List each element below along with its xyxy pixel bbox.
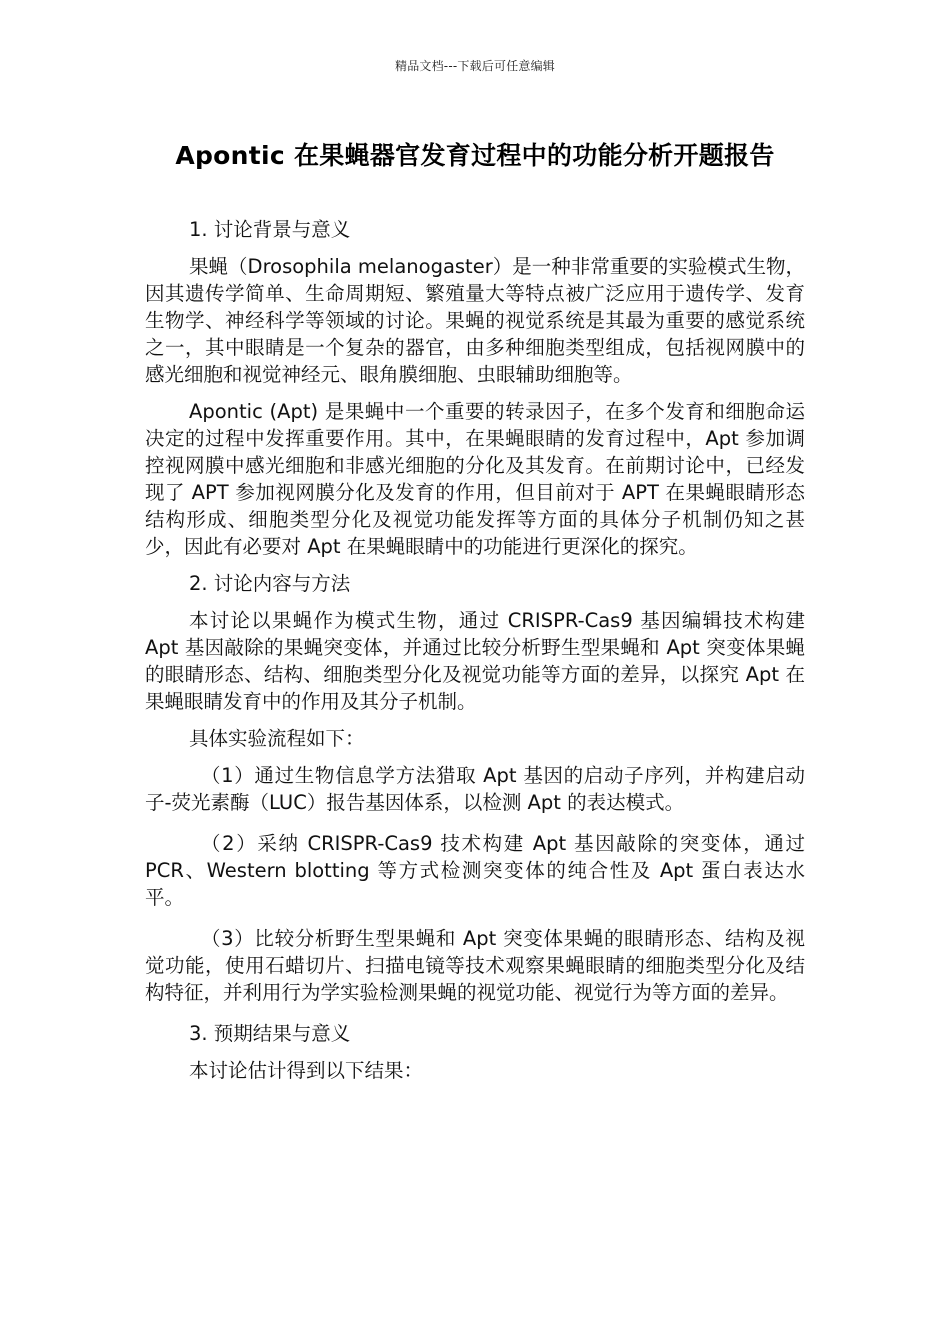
section-heading: 1. 讨论背景与意义 <box>189 218 351 241</box>
section-heading: 2. 讨论内容与方法 <box>189 572 351 595</box>
section-background <box>145 216 805 560</box>
paragraph: 本讨论以果蝇作为模式生物，通过 CRISPR-Cas9 基因编辑技术构建 Apt 基因敲除的果蝇突变体，并通过比较分析野生型果蝇和 Apt 突变体果蝇的眼睛形态、结构、细胞类型分化及视觉功能等方面的差异，以探究 Apt 在果蝇眼睛发育中的作用及其分子机制。 <box>145 609 805 713</box>
section-expected-results <box>145 1020 805 1084</box>
paragraph: 本讨论估计得到以下结果： <box>189 1059 424 1082</box>
document-title: Apontic 在果蝇器官发育过程中的功能分析开题报告 <box>175 141 775 170</box>
document-body <box>145 216 805 1094</box>
procedure-step: （3）比较分析野生型果蝇和 Apt 突变体果蝇的眼睛形态、结构及视觉功能，使用石蜡切片、扫描电镜等技术观察果蝇眼睛的细胞类型分化及结构特征，并利用行为学实验检测果蝇的视觉功能、视觉行为等方面的差异。 <box>145 927 805 1004</box>
section-methods <box>145 570 805 1006</box>
paragraph: 具体实验流程如下： <box>189 727 365 750</box>
paragraph: Apontic (Apt) 是果蝇中一个重要的转录因子，在多个发育和细胞命运决定的过程中发挥重要作用。其中，在果蝇眼睛的发育过程中，Apt 参加调控视网膜中感光细胞和非感光细胞的分化及其发育。在前期讨论中，已经发现了 APT 参加视网膜分化及发育的作用，但目前对于 APT 在果蝇眼睛形态结构形成、细胞类型分化及视觉功能发挥等方面的具体分子机制仍知之甚少，因此有必要对 Apt 在果蝇眼睛中的功能进行更深化的探究。 <box>145 400 805 558</box>
section-heading: 3. 预期结果与意义 <box>189 1022 351 1045</box>
procedure-step: （2）采纳 CRISPR-Cas9 技术构建 Apt 基因敲除的突变体，通过 PCR、Western blotting 等方式检测突变体的纯合性及 Apt 蛋白表达水平。 <box>145 832 805 909</box>
procedure-step: （1）通过生物信息学方法猎取 Apt 基因的启动子序列，并构建启动子-荧光素酶（LUC）报告基因体系，以检测 Apt 的表达模式。 <box>145 764 805 814</box>
paragraph: 果蝇（Drosophila melanogaster）是一种非常重要的实验模式生物，因其遗传学简单、生命周期短、繁殖量大等特点被广泛应用于遗传学、发育生物学、神经科学等领域的讨论。果蝇的视觉系统是其最为重要的感觉系统之一，其中眼睛是一个复杂的器官，由多种细胞类型组成，包括视网膜中的感光细胞和视觉神经元、眼角膜细胞、虫眼辅助细胞等。 <box>145 255 805 386</box>
header-note: 精品文档---下载后可任意编辑 <box>395 59 555 73</box>
